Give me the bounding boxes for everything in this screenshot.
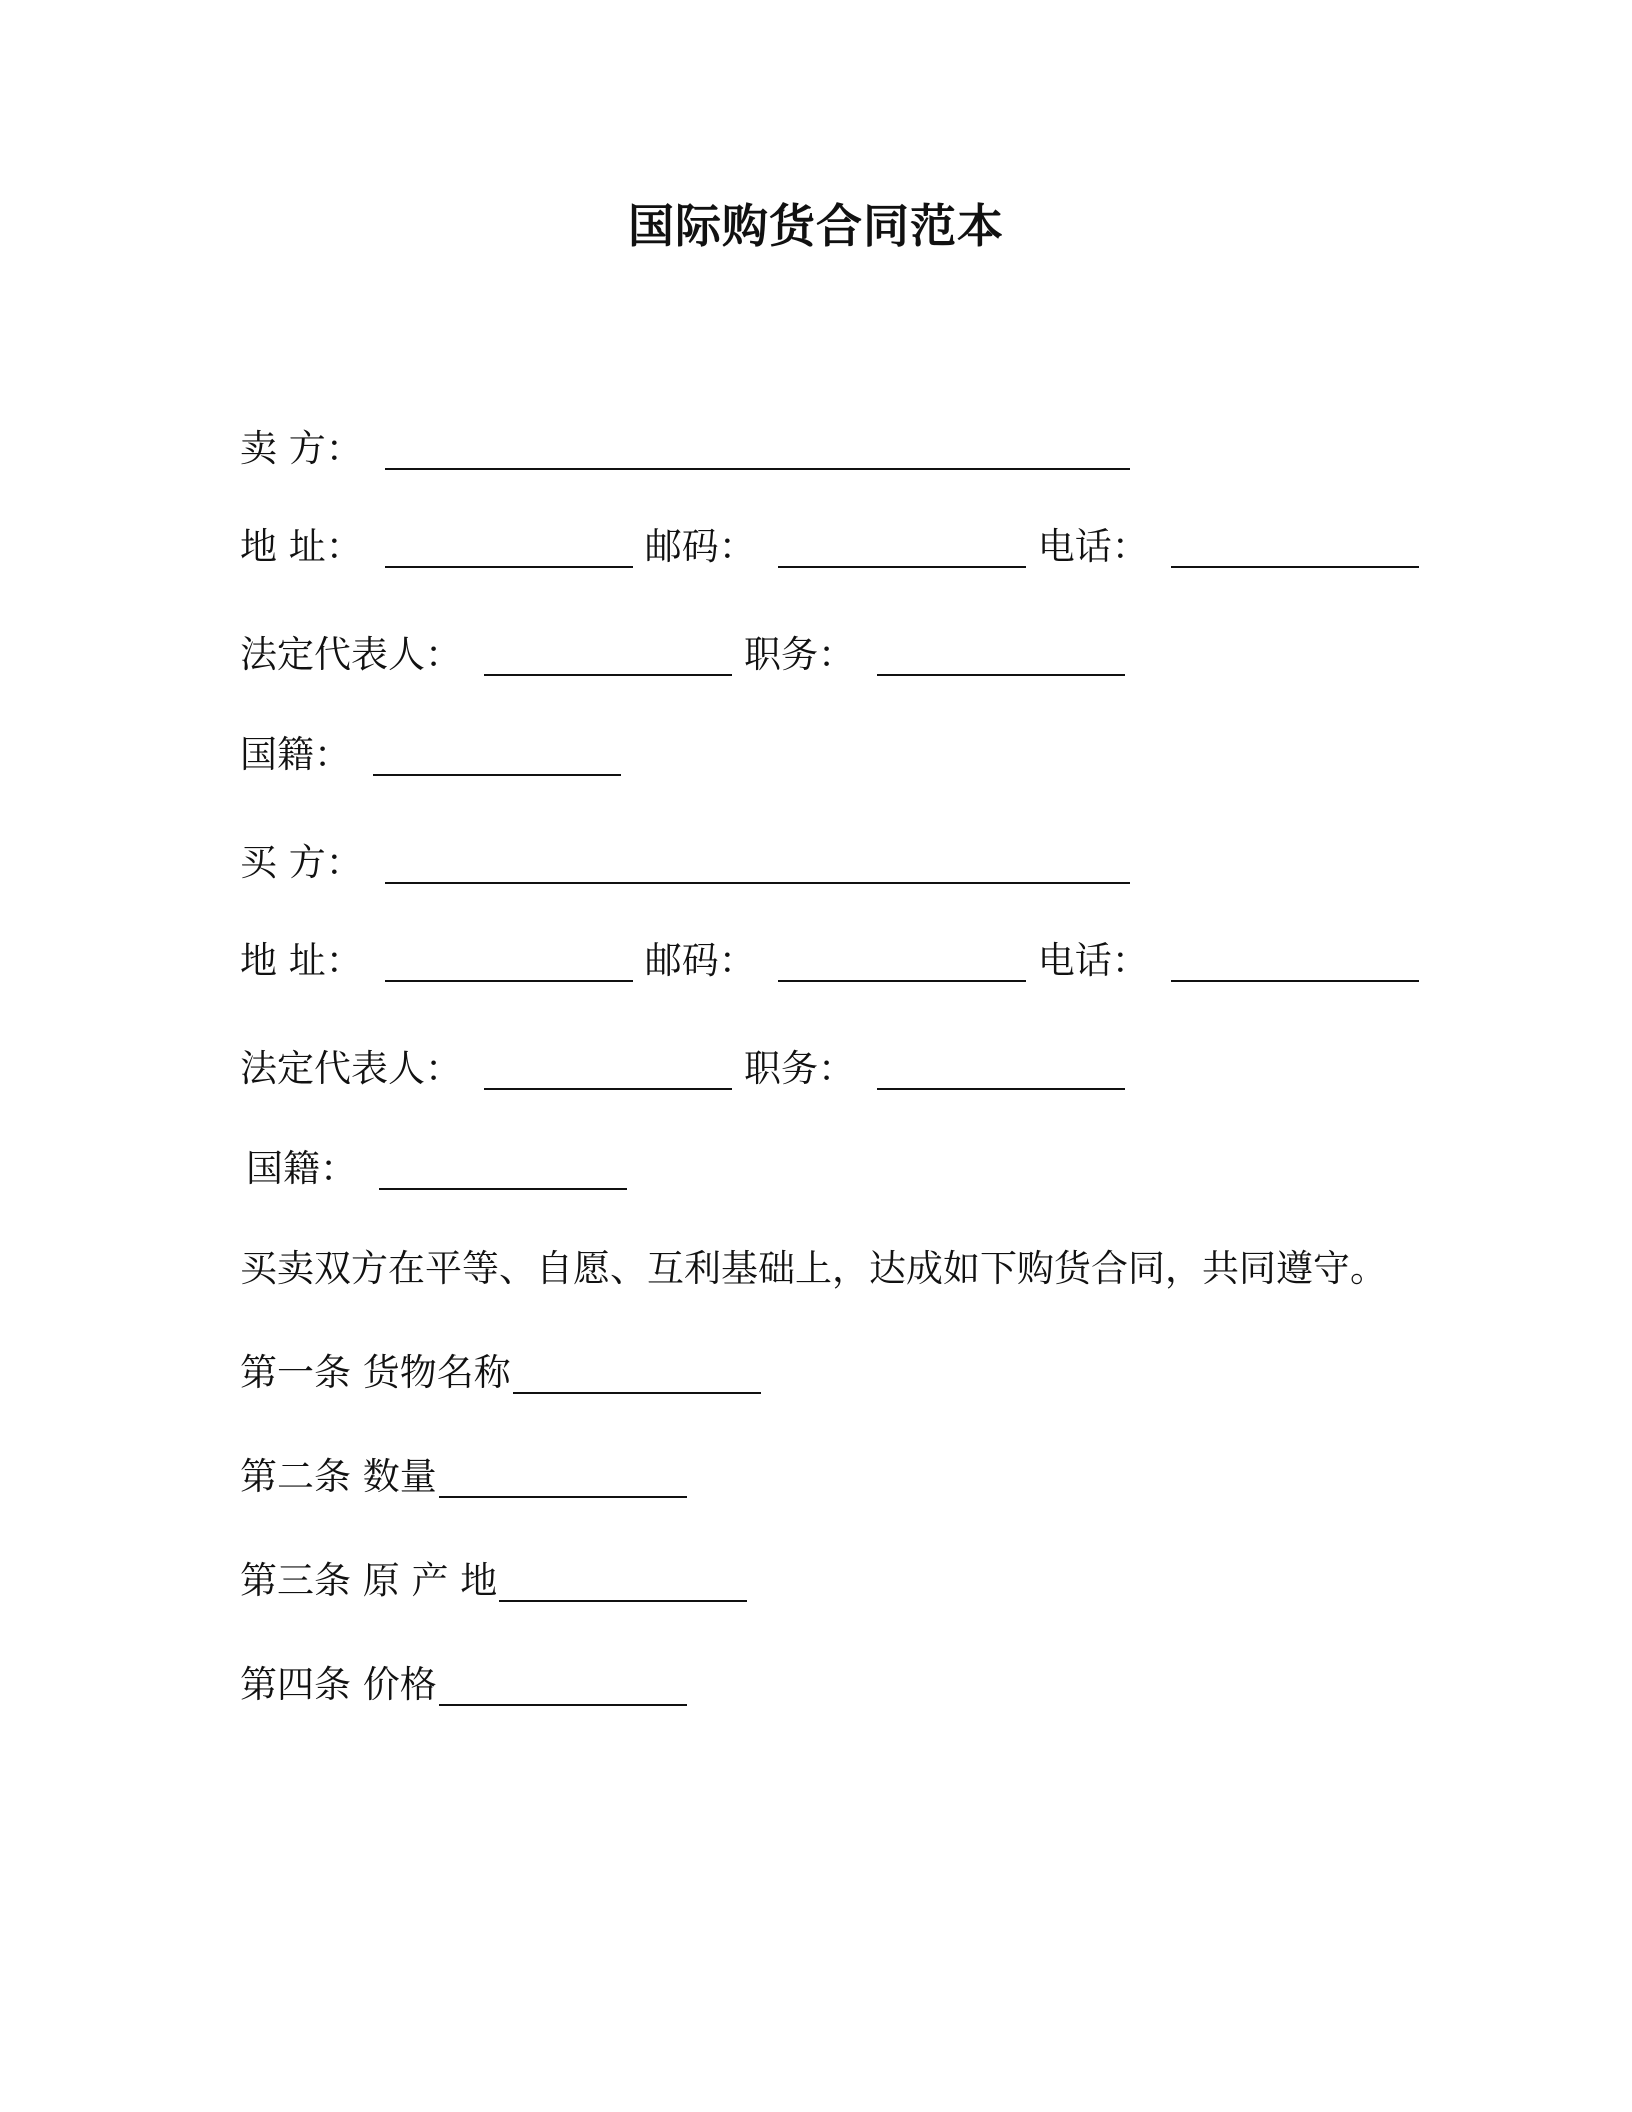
seller-phone-label: 电话： <box>1037 525 1149 568</box>
buyer-address-label: 地 址： <box>240 939 363 982</box>
seller-nationality-field[interactable] <box>373 740 621 776</box>
seller-party-row <box>240 424 1130 474</box>
article-field[interactable] <box>513 1358 761 1394</box>
buyer-phone-label: 电话： <box>1037 939 1149 982</box>
seller-legal-rep-field[interactable] <box>484 640 732 676</box>
buyer-nationality-row <box>246 1144 639 1194</box>
buyer-party-row <box>240 838 1130 888</box>
buyer-postcode-field[interactable] <box>778 946 1026 982</box>
seller-postcode-label: 邮码： <box>644 525 756 568</box>
article-row <box>240 1660 687 1710</box>
buyer-contact-row <box>240 936 1431 986</box>
article-row <box>240 1452 687 1502</box>
buyer-party-field[interactable] <box>385 848 1130 884</box>
article-row <box>240 1556 747 1606</box>
buyer-position-label: 职务： <box>744 1047 855 1090</box>
seller-address-label: 地 址： <box>240 525 363 568</box>
article-label: 第二条 数量 <box>240 1455 437 1498</box>
article-row <box>240 1348 761 1398</box>
buyer-nationality-label: 国籍： <box>246 1147 357 1190</box>
buyer-party-label: 买 方： <box>240 841 363 884</box>
buyer-postcode-label: 邮码： <box>644 939 756 982</box>
seller-postcode-field[interactable] <box>778 532 1026 568</box>
seller-party-label: 卖 方： <box>240 427 363 470</box>
seller-legal-rep-label: 法定代表人： <box>240 633 462 676</box>
buyer-rep-row <box>240 1044 1137 1094</box>
buyer-nationality-field[interactable] <box>379 1154 627 1190</box>
buyer-address-field[interactable] <box>385 946 633 982</box>
seller-position-field[interactable] <box>877 640 1125 676</box>
article-label: 第一条 货物名称 <box>240 1351 511 1394</box>
seller-rep-row <box>240 630 1137 680</box>
seller-nationality-label: 国籍： <box>240 733 351 776</box>
article-field[interactable] <box>439 1670 687 1706</box>
article-field[interactable] <box>439 1462 687 1498</box>
article-field[interactable] <box>499 1566 747 1602</box>
buyer-position-field[interactable] <box>877 1054 1125 1090</box>
document-title: 国际购货合同范本 <box>628 199 1004 253</box>
seller-phone-field[interactable] <box>1171 532 1419 568</box>
seller-address-field[interactable] <box>385 532 633 568</box>
seller-nationality-row <box>240 730 633 780</box>
article-label: 第四条 价格 <box>240 1663 437 1706</box>
buyer-legal-rep-field[interactable] <box>484 1054 732 1090</box>
contract-intro: 买卖双方在平等、自愿、互利基础上，达成如下购货合同，共同遵守。 <box>240 1247 1387 1290</box>
seller-party-field[interactable] <box>385 434 1130 470</box>
buyer-legal-rep-label: 法定代表人： <box>240 1047 462 1090</box>
seller-contact-row <box>240 522 1431 572</box>
article-label: 第三条 原 产 地 <box>240 1559 498 1602</box>
seller-position-label: 职务： <box>744 633 855 676</box>
buyer-phone-field[interactable] <box>1171 946 1419 982</box>
